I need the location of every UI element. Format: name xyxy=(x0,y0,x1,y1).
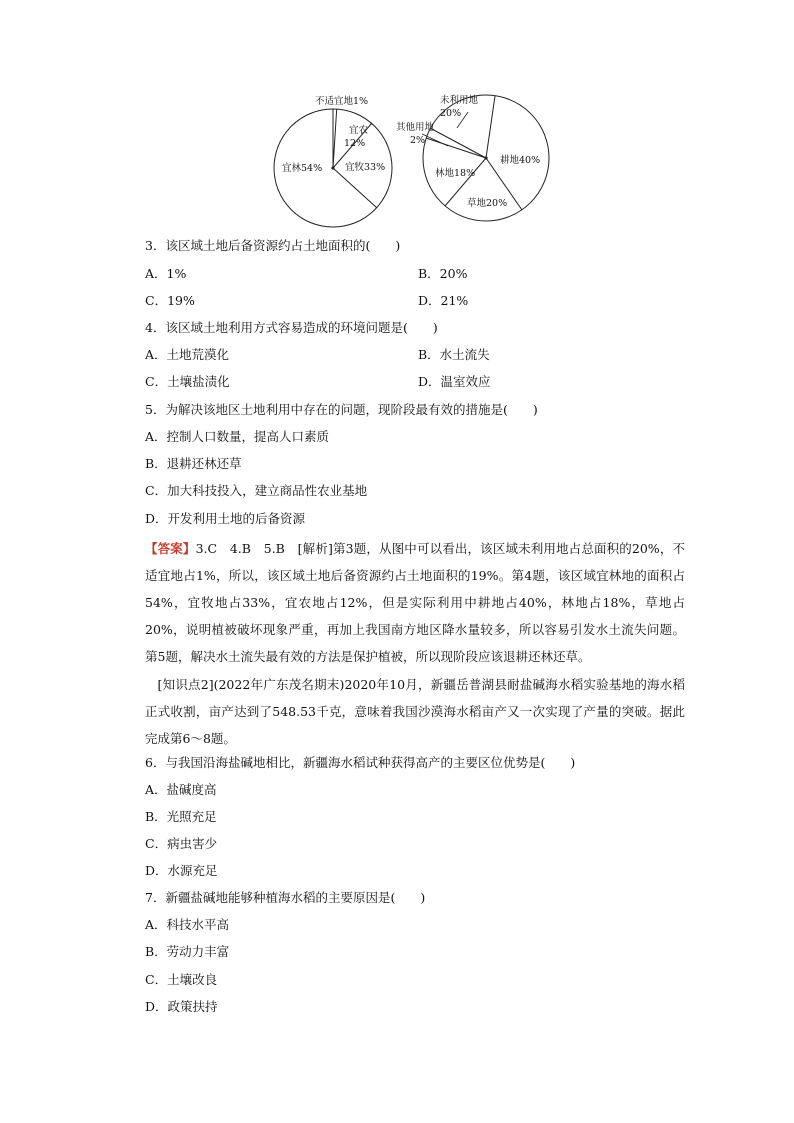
question-4-option-a[interactable]: A．土地荒漠化 xyxy=(145,347,230,362)
question-5-option-b[interactable]: B．退耕还林还草 xyxy=(145,456,242,471)
question-6-stem: 6．与我国沿海盐碱地相比，新疆海水稻试种获得高产的主要区位优势是( ) xyxy=(145,755,576,770)
question-3-option-d[interactable]: D．21% xyxy=(418,293,469,308)
question-4-option-c[interactable]: C．土壤盐渍化 xyxy=(145,374,230,389)
pie-right-label-unused: 未利用地 xyxy=(440,95,479,106)
question-6-option-b[interactable]: B．光照充足 xyxy=(145,809,217,824)
pie-right-divider-1 xyxy=(486,96,495,158)
question-6-option-c[interactable]: C．病虫害少 xyxy=(145,836,218,851)
pie-right-label-woodland: 林地18% xyxy=(435,168,476,179)
question-7-option-c[interactable]: C．土壤改良 xyxy=(145,972,218,987)
question-7-option-a[interactable]: A．科技水平高 xyxy=(145,917,230,932)
pie-left-divider-4 xyxy=(333,168,377,208)
pie-left-center xyxy=(331,166,334,169)
pie-right-label-other-pct: 2% xyxy=(410,135,426,146)
question-6-option-a[interactable]: A．盐碱度高 xyxy=(145,782,217,797)
pie-left-label-unsuitable: 不适宜地1% xyxy=(315,96,369,107)
land-pie-charts xyxy=(270,88,570,230)
pie-left-label-forest: 宜林54% xyxy=(282,163,323,174)
question-3-stem: 3．该区域土地后备资源约占土地面积的( ) xyxy=(145,238,401,253)
question-7-stem: 7．新疆盐碱地能够种植海水稻的主要原因是( ) xyxy=(145,890,426,905)
pie-left-label-farm: 宜农 xyxy=(349,125,369,136)
question-7-option-d[interactable]: D．政策扶持 xyxy=(145,999,218,1014)
question-7-option-b[interactable]: B．劳动力丰富 xyxy=(145,944,230,959)
question-4-option-b[interactable]: B．水土流失 xyxy=(418,347,490,362)
pie-right-center xyxy=(484,156,487,159)
answer-explanation xyxy=(145,535,685,670)
pie-right-divider-5 xyxy=(430,128,486,158)
question-5-option-d[interactable]: D．开发利用土地的后备资源 xyxy=(145,511,306,526)
pie-right-label-unused-pct: 20% xyxy=(440,108,462,119)
pie-left-label-pasture: 宜牧33% xyxy=(345,162,386,173)
question-6-option-d[interactable]: D．水源充足 xyxy=(145,863,218,878)
question-3-option-c[interactable]: C．19% xyxy=(145,293,195,308)
pie-right-label-other: 其他用地 xyxy=(396,122,435,133)
knowledge-intro: [知识点2](2022年广东茂名期末)2020年10月，新疆岳普湖县耐盐碱海水稻实验基地的海水稻正式收割，亩产达到了548.53千克，意味着我国沙漠海水稻亩产又一次实现了产量的突破。据此完成第6～8题。 xyxy=(145,677,685,746)
question-3-option-a[interactable]: A．1% xyxy=(145,266,187,281)
pie-left-divider-2 xyxy=(333,109,337,168)
question-5-option-a[interactable]: A．控制人口数量，提高人口素质 xyxy=(145,429,330,444)
pie-right-label-grassland: 草地20% xyxy=(467,198,508,209)
question-5-stem: 5．为解决该地区土地利用中存在的问题，现阶段最有效的措施是( ) xyxy=(145,402,538,417)
pie-right-label-cropland: 耕地40% xyxy=(500,155,541,166)
answer-tag: 【答案】 xyxy=(145,541,196,556)
question-4-option-d[interactable]: D．温室效应 xyxy=(418,374,491,389)
question-4-stem: 4．该区域土地利用方式容易造成的环境问题是( ) xyxy=(145,320,438,335)
question-5-option-c[interactable]: C．加大科技投入，建立商品性农业基地 xyxy=(145,483,368,498)
answer-text: 3.C 4.B 5.B [解析]第3题，从图中可以看出，该区域未利用地占总面积的20%，不适宜地占1%，所以，该区域土地后备资源约占土地面积的19%。第4题，该区域宜林地的面积占54%，宜牧地占33%，宜农地占12%，但是实际利用中耕地占40%，林地占18%，草地占20%，说明植被破坏现象严重，再加上我国南方地区降水量较多，所以容易引发水土流失问题。第5题，解决水土流失最有效的方法是保护植被，所以现阶段应该退耕还林还草。 xyxy=(145,541,685,664)
pie-left-label-farm-pct: 12% xyxy=(344,138,366,149)
question-3-option-b[interactable]: B．20% xyxy=(418,266,468,281)
pie-right-divider-4 xyxy=(426,138,486,158)
pie-charts-svg xyxy=(270,88,570,230)
